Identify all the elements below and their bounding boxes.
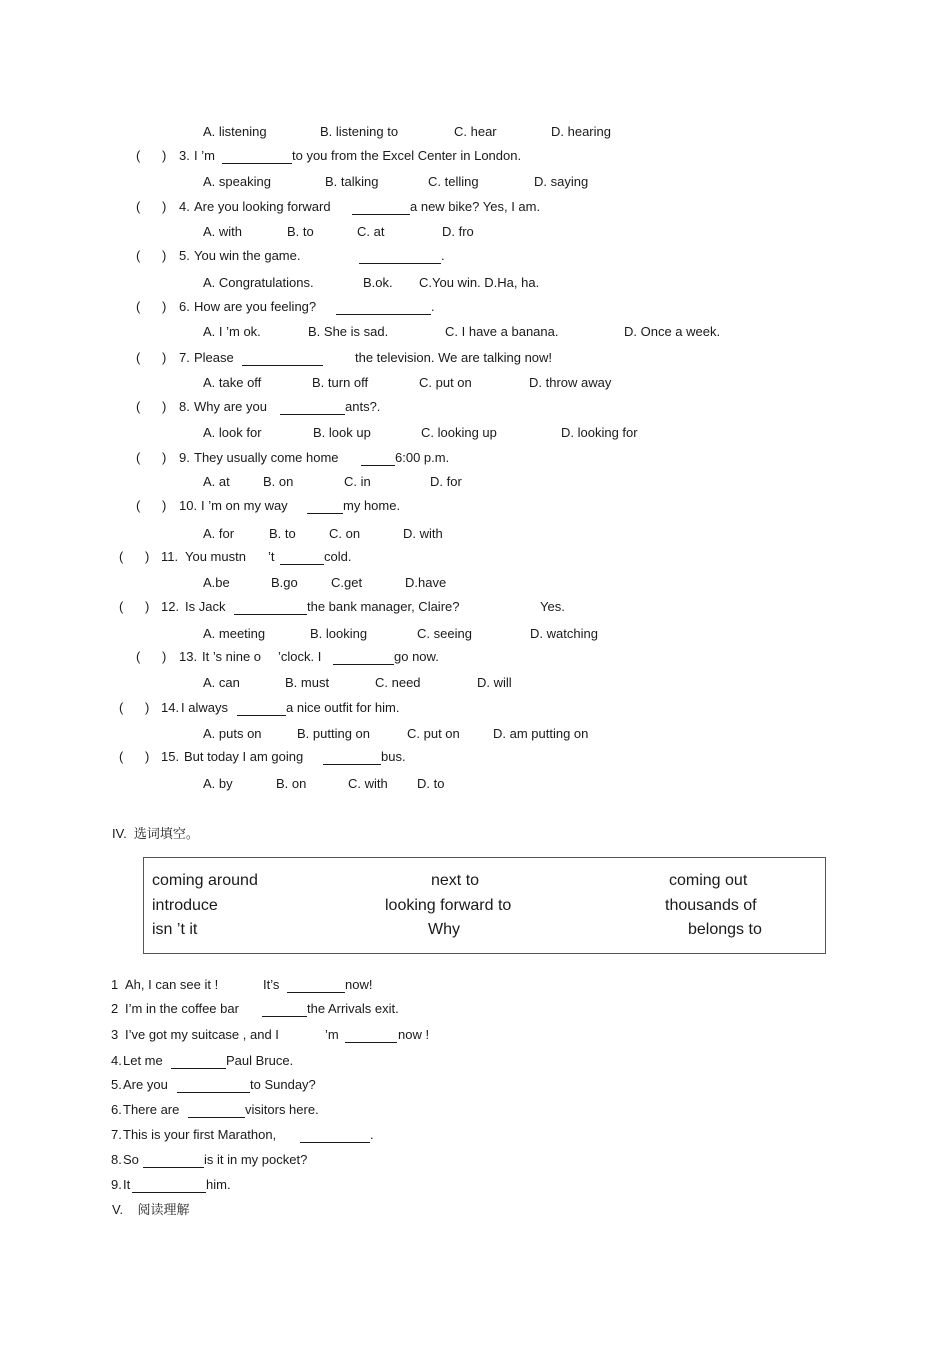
option-b: B. on [263,474,294,489]
answer-blank[interactable] [333,664,394,665]
option-b: B. on [276,776,307,791]
word-bank-item: looking forward to [385,897,512,914]
option-c: C. in [344,474,371,489]
option-b: B. turn off [312,375,369,390]
sentence-text: him. [206,1177,231,1192]
sentence-text: Paul Bruce. [226,1053,294,1068]
option-c: C. at [357,224,385,239]
answer-paren: ( ) [136,248,167,263]
sentence-text: to Sunday? [250,1077,316,1092]
option-c: C. telling [428,174,479,189]
option-a: A. speaking [203,174,271,189]
sentence-text: Ah, I can see it ! [125,977,219,992]
q2-option-c: C. hear [454,124,497,139]
answer-blank[interactable] [177,1092,250,1093]
answer-paren: ( ) [136,148,167,163]
sentence-text: Let me [123,1053,163,1068]
option-b: B.go [271,575,298,590]
word-bank-box [143,857,826,954]
question-text: But today I am going [184,749,304,764]
answer-blank[interactable] [287,992,345,993]
question-text: You win the game. [194,248,301,263]
option-a: A.be [203,575,230,590]
option-c: C.get [331,575,363,590]
question-text: cold. [324,549,352,564]
sentence-text: is it in my pocket? [204,1152,308,1167]
option-d: D. fro [442,224,474,239]
question-text: the bank manager, Claire? [307,599,460,614]
sentence-text: Are you [123,1077,168,1092]
question-text: Why are you [194,399,267,414]
question-text: Is Jack [185,599,226,614]
sentence-text: the Arrivals exit. [307,1001,399,1016]
sentence-number: 7. [111,1127,122,1142]
question-number: 9. [179,450,190,465]
answer-paren: ( ) [136,199,167,214]
answer-blank[interactable] [171,1068,226,1069]
answer-blank[interactable] [234,614,307,615]
sentence-text: There are [123,1102,180,1117]
option-d: D. will [477,675,512,690]
answer-blank[interactable] [280,564,324,565]
word-bank-item: coming out [669,872,748,889]
sentence-number: 3 [111,1027,119,1042]
question-number: 12. [161,599,180,614]
answer-blank[interactable] [300,1142,370,1143]
option-d: D. to [417,776,445,791]
option-c: C. need [375,675,421,690]
answer-blank[interactable] [237,715,286,716]
question-number: 10. [179,498,198,513]
question-text: I always [181,700,228,715]
answer-blank[interactable] [323,764,381,765]
question-number: 14. [161,700,180,715]
answer-paren: ( ) [136,299,167,314]
option-a: A. Congratulations. [203,275,314,290]
option-a: A. for [203,526,235,541]
answer-blank[interactable] [143,1167,204,1168]
question-text: to you from the Excel Center in London. [292,148,522,163]
sentence-text: I’m in the coffee bar [125,1001,239,1016]
sentence-text: It [123,1177,131,1192]
question-text: my home. [343,498,401,513]
option-c: C. seeing [417,626,472,641]
answer-blank[interactable] [361,465,395,466]
option-b: B. to [287,224,314,239]
question-text: 6:00 p.m. [395,450,450,465]
sentence-number: 4. [111,1053,122,1068]
option-a: A. at [203,474,230,489]
question-number: 4. [179,199,190,214]
word-bank-item: isn ’t it [152,921,198,938]
answer-paren: ( ) [136,649,167,664]
word-bank-item: introduce [152,897,218,914]
question-number: 8. [179,399,190,414]
question-text: the television. We are talking now! [355,350,553,365]
answer-blank[interactable] [280,414,345,415]
option-b: B. look up [313,425,371,440]
sentence-text: visitors here. [245,1102,319,1117]
sentence-text: now! [345,977,373,992]
option-b: B.ok. [363,275,393,290]
sentence-number: 8. [111,1152,122,1167]
answer-blank[interactable] [359,263,441,264]
question-text: I ’m on my way [201,498,288,513]
sentence-text: It’s [263,977,280,992]
sentence-number: 9. [111,1177,122,1192]
answer-blank[interactable] [242,365,323,366]
word-bank-item: coming around [152,872,258,889]
sentence-text: So [123,1152,139,1167]
answer-blank[interactable] [336,314,431,315]
word-bank-item: next to [431,872,480,889]
option-c: C. on [329,526,361,541]
option-c: C. put on [407,726,460,741]
question-text: ants?. [345,399,381,414]
section-heading: V. 阅读理解 [112,1202,190,1217]
question-text: I ’m [194,148,215,163]
answer-paren: ( ) [136,399,167,414]
question-text: . [431,299,435,314]
option-b: B. must [285,675,330,690]
option-a: A. can [203,675,240,690]
question-text: They usually come home [194,450,339,465]
answer-blank[interactable] [307,513,343,514]
sentence-number: 6. [111,1102,122,1117]
sentence-text: ’m [325,1027,339,1042]
question-text: You mustn [185,549,246,564]
option-d: D. throw away [529,375,612,390]
option-d: D. Once a week. [624,324,721,339]
question-text: It ’s nine o [202,649,262,664]
answer-blank[interactable] [262,1016,307,1017]
answer-blank[interactable] [188,1117,245,1118]
option-a: A. take off [203,375,262,390]
question-text: Are you looking forward [194,199,331,214]
answer-paren: ( ) [136,498,167,513]
answer-blank[interactable] [352,214,410,215]
q2-option-a: A. listening [203,124,267,139]
q2-option-d: D. hearing [551,124,611,139]
question-text: a new bike? Yes, I am. [410,199,541,214]
answer-blank[interactable] [222,163,292,164]
option-c: C. with [348,776,388,791]
option-c: C. looking up [421,425,497,440]
question-number: 7. [179,350,190,365]
sentence-number: 2 [111,1001,119,1016]
sentence-number: 1 [111,977,119,992]
word-bank-item: Why [428,921,460,938]
sentence-number: 5. [111,1077,122,1092]
option-c: C. put on [419,375,472,390]
option-b: B. putting on [297,726,370,741]
option-d: D. with [403,526,443,541]
question-text: Please [194,350,234,365]
option-d: D. for [430,474,462,489]
option-b: B. looking [310,626,368,641]
option-b: B. to [269,526,296,541]
sentence-text: now ! [398,1027,430,1042]
word-bank-item: belongs to [688,921,762,938]
section-heading: IV. 选词填空。 [112,826,199,841]
question-text: How are you feeling? [194,299,317,314]
answer-paren: ( ) [136,450,167,465]
option-d: D. watching [530,626,598,641]
question-number: 5. [179,248,190,263]
answer-paren: ( ) [119,599,150,614]
answer-paren: ( ) [119,549,150,564]
option-b: B. talking [325,174,379,189]
question-number: 15. [161,749,180,764]
answer-blank[interactable] [132,1192,206,1193]
option-a: A. with [203,224,243,239]
option-c: C. I have a banana. [445,324,559,339]
question-number: 13. [179,649,198,664]
q2-option-b: B. listening to [320,124,399,139]
option-d: D. saying [534,174,589,189]
option-a: A. by [203,776,233,791]
answer-paren: ( ) [119,749,150,764]
answer-paren: ( ) [136,350,167,365]
question-text: ’clock. I [278,649,322,664]
sentence-text: . [370,1127,374,1142]
question-text: . [441,248,445,263]
option-b: B. She is sad. [308,324,389,339]
question-text: ’t [268,549,275,564]
question-text: a nice outfit for him. [286,700,400,715]
question-number: 6. [179,299,190,314]
option-a: A. puts on [203,726,262,741]
question-text: go now. [394,649,439,664]
word-bank-item: thousands of [665,897,757,914]
option-a: A. I ’m ok. [203,324,261,339]
sentence-text: I’ve got my suitcase , and I [125,1027,279,1042]
answer-paren: ( ) [119,700,150,715]
question-text: bus. [381,749,406,764]
question-number: 11. [161,549,179,564]
option-d: D. am putting on [493,726,589,741]
option-d: D. looking for [561,425,638,440]
sentence-text: This is your first Marathon, [123,1127,277,1142]
option-a: A. meeting [203,626,266,641]
question-text: Yes. [540,599,565,614]
option-a: A. look for [203,425,262,440]
question-number: 3. [179,148,190,163]
option-d: D.have [405,575,447,590]
option-c: C.You win. D.Ha, ha. [419,275,540,290]
answer-blank[interactable] [345,1042,397,1043]
